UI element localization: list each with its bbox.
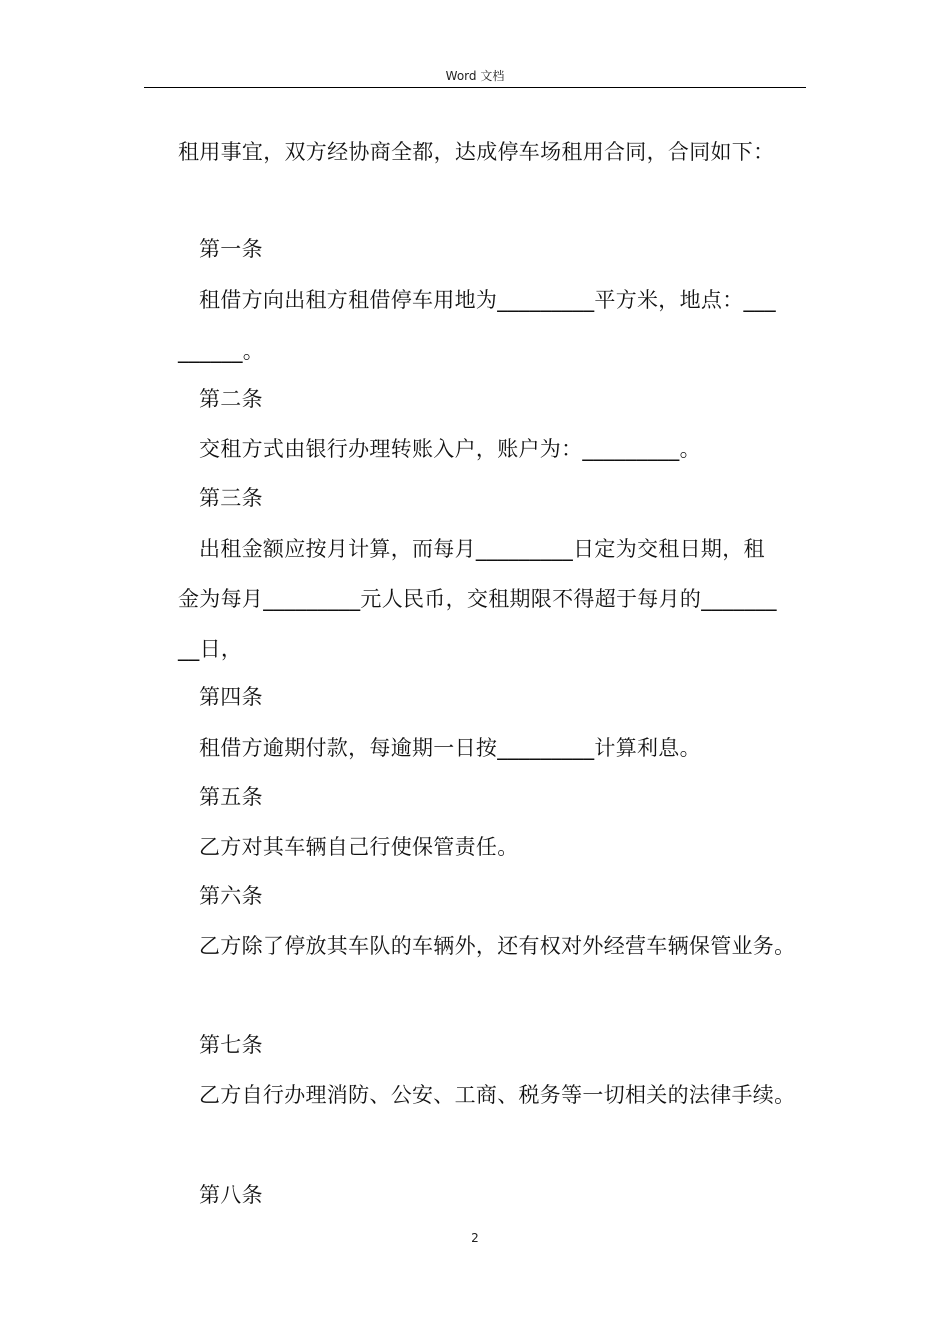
article-5-text: 乙方对其车辆自己行使保管责任。 (199, 835, 519, 859)
article-6-text: 乙方除了停放其车队的车辆外，还有权对外经营车辆保管业务。 (199, 934, 796, 958)
article-4-text: 租借方逾期付款，每逾期一日按_________计算利息。 (199, 736, 701, 760)
article-6-heading: 第六条 (199, 884, 263, 908)
article-8-heading: 第八条 (199, 1183, 263, 1207)
article-7-text: 乙方自行办理消防、公安、工商、税务等一切相关的法律手续。 (199, 1083, 796, 1107)
page-number: 2 (471, 1231, 479, 1245)
article-2-text: 交租方式由银行办理转账入户，账户为：_________。 (199, 437, 701, 461)
intro-paragraph: 租用事宜，双方经协商全都，达成停车场租用合同，合同如下： (178, 140, 775, 164)
article-7-heading: 第七条 (199, 1033, 263, 1057)
article-1-heading: 第一条 (199, 237, 263, 261)
article-5-heading: 第五条 (199, 785, 263, 809)
article-1-text-line-1: 租借方向出租方租借停车用地为_________平方米，地点：___ (199, 288, 776, 312)
header-divider (144, 87, 806, 88)
article-1-text-line-2: ______。 (178, 339, 265, 363)
article-3-text-line-1: 出租金额应按月计算，而每月_________日定为交租日期，租 (199, 537, 765, 561)
article-3-text-line-2: 金为每月_________元人民币，交租期限不得超于每月的_______ (178, 587, 777, 611)
article-3-heading: 第三条 (199, 486, 263, 510)
article-2-heading: 第二条 (199, 387, 263, 411)
article-4-heading: 第四条 (199, 685, 263, 709)
article-3-text-line-3: __日， (178, 637, 243, 661)
page-header-title: Word 文档 (445, 69, 505, 83)
